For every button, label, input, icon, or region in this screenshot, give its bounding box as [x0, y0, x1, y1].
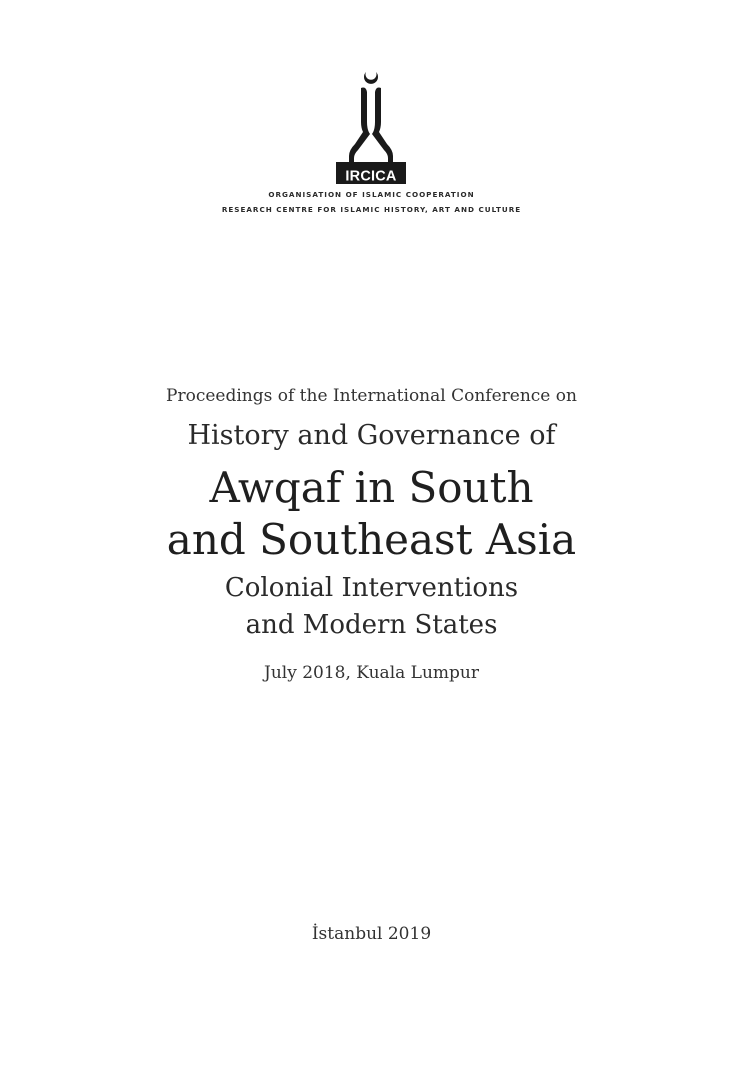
title-line-3: and Southeast Asia: [166, 515, 577, 564]
crescent-icon: [364, 72, 378, 84]
logo-text: IRCICA: [345, 168, 397, 185]
main-title: [0, 462, 743, 566]
proceedings-line: Proceedings of the International Conference on: [166, 386, 577, 406]
subtitle: [0, 570, 743, 644]
title-line-1: History and Governance of: [187, 420, 556, 451]
title-line-2: Awqaf in South: [209, 463, 534, 512]
imprint-place-year: İstanbul 2019: [311, 924, 432, 944]
subtitle-line-1: Colonial Interventions: [224, 573, 519, 603]
ircica-logo: [330, 70, 412, 188]
conference-date: July 2018, Kuala Lumpur: [264, 663, 479, 683]
research-centre-name: RESEARCH CENTRE FOR ISLAMIC HISTORY, ART AND CULTURE: [221, 205, 522, 214]
subtitle-line-2: and Modern States: [245, 610, 498, 640]
organisation-name: ORGANISATION OF ISLAMIC COOPERATION: [268, 190, 475, 199]
